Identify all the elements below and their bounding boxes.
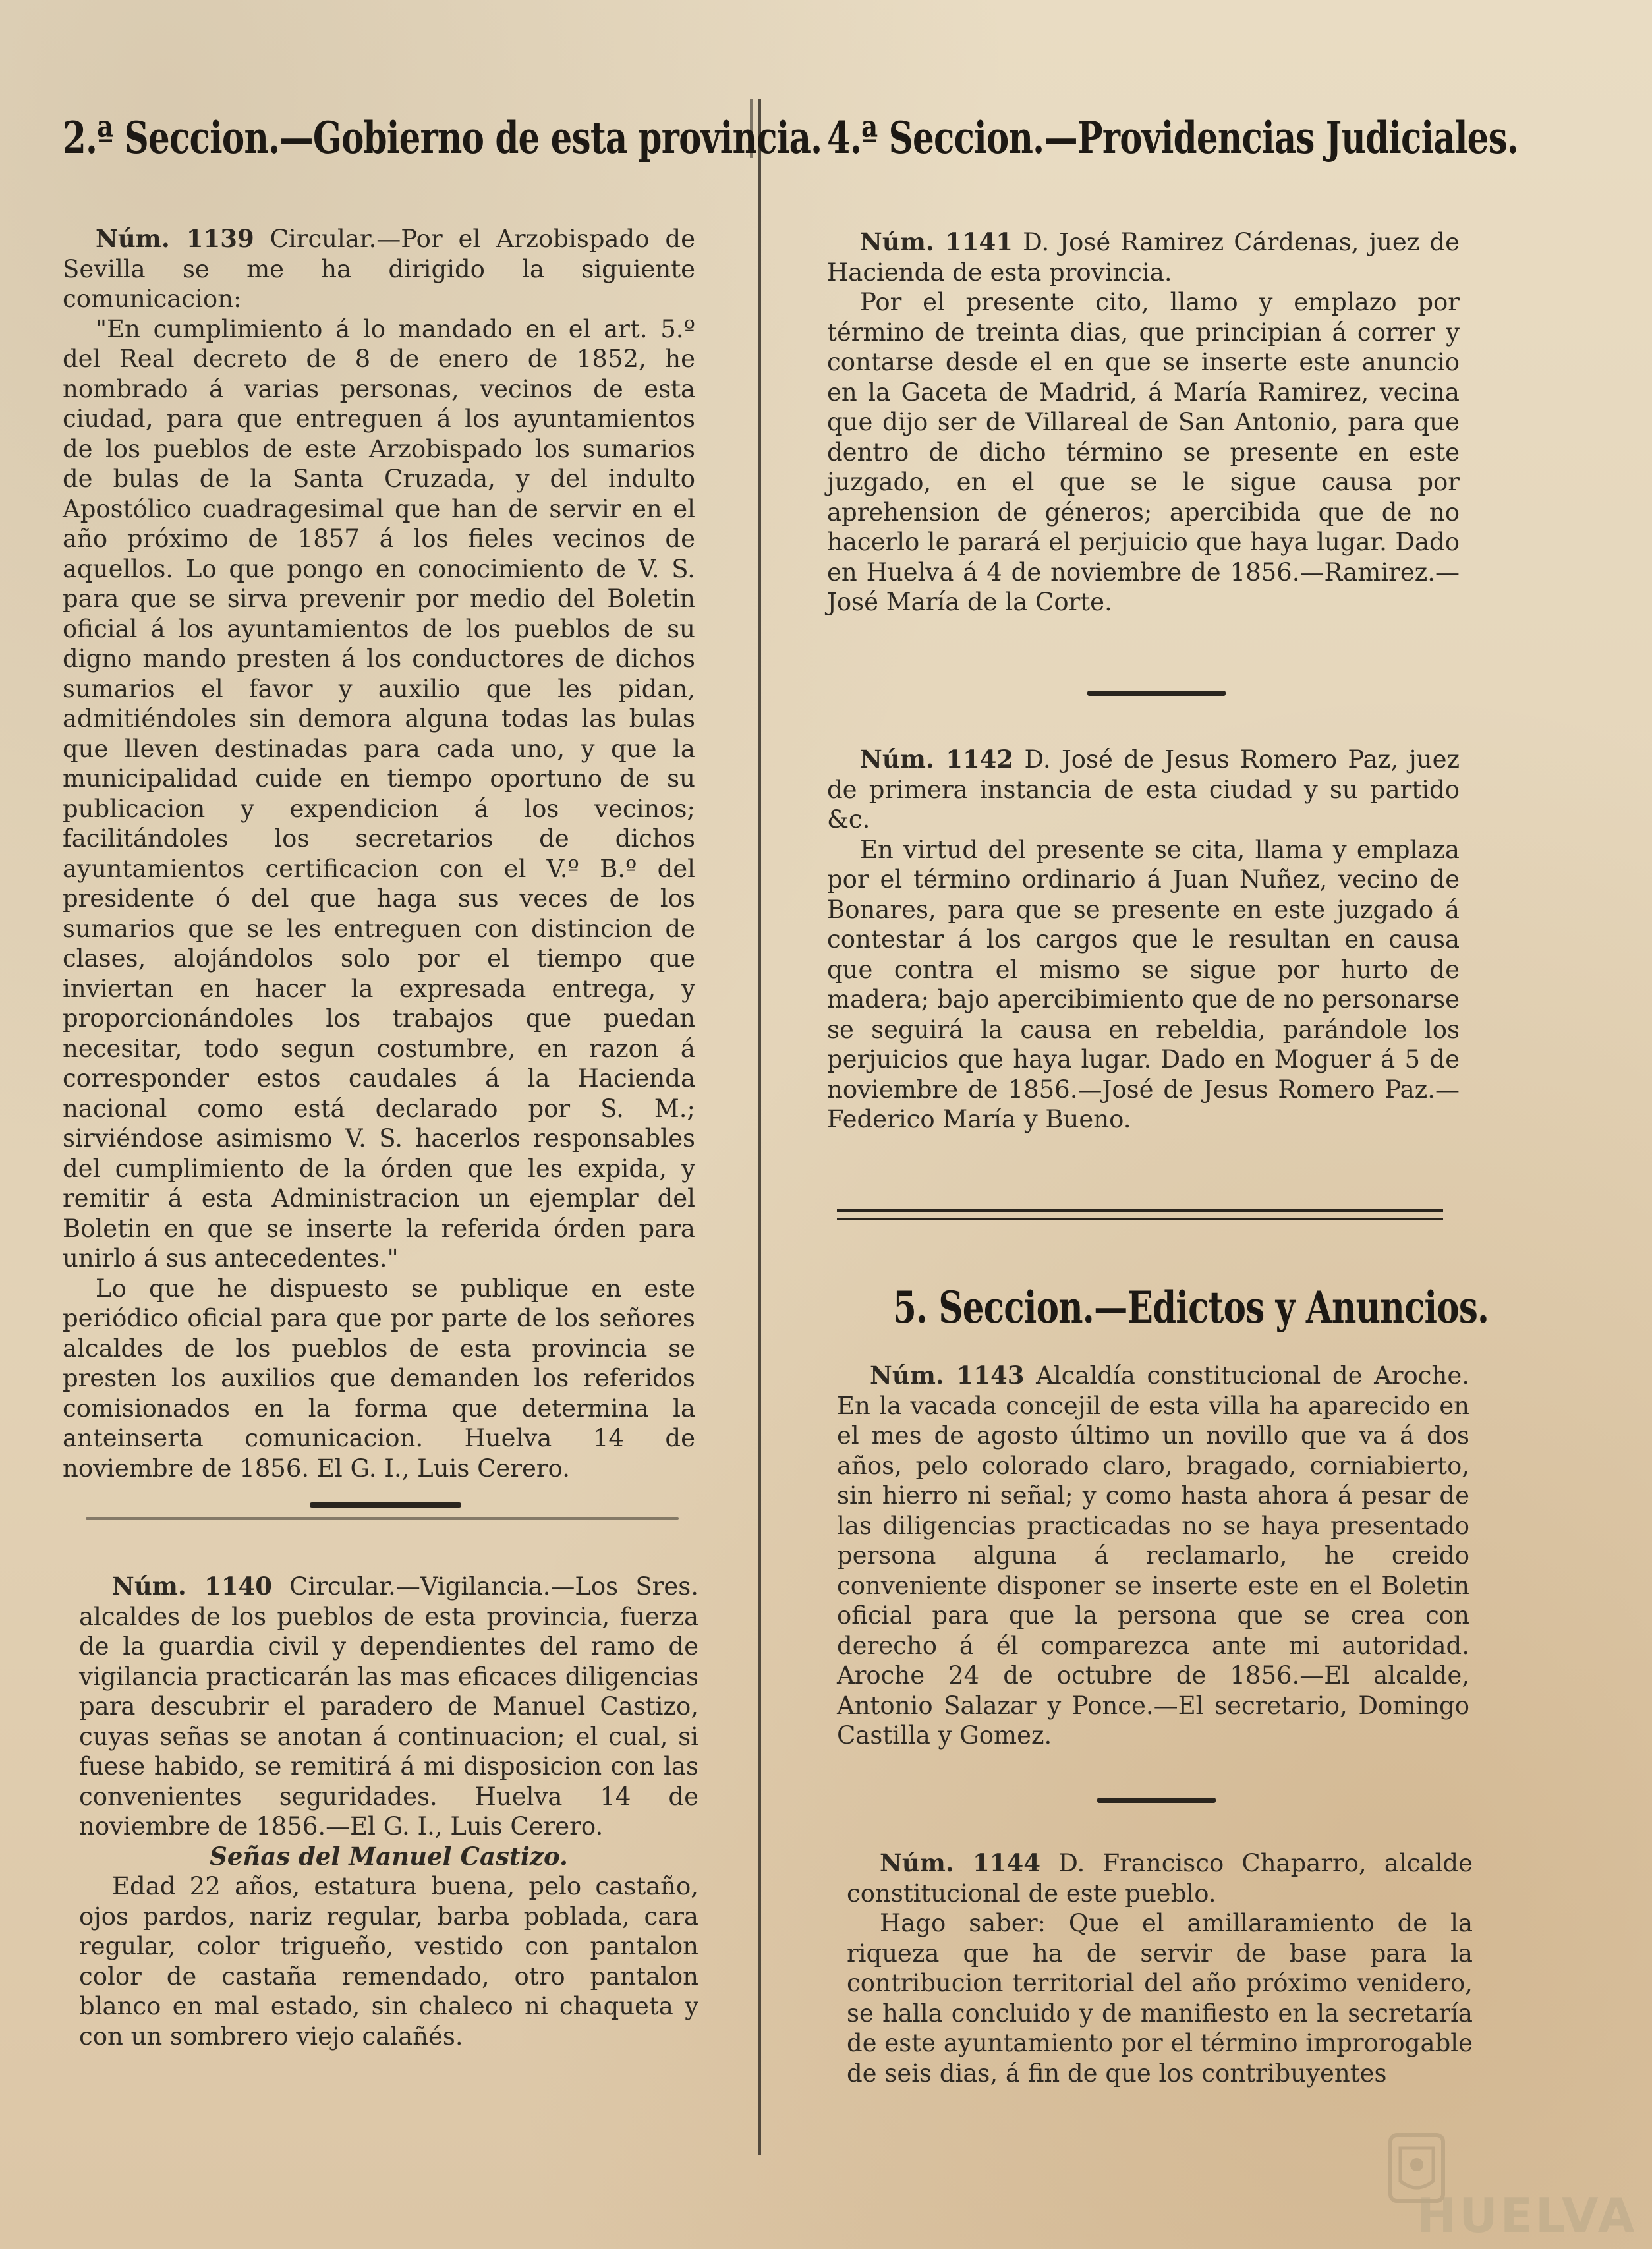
article-paragraph: D. José de Jesus Romero Paz, juez de primera instancia de esta ciudad y su partido &c. xyxy=(827,745,1460,834)
article-number: Núm. 1139 xyxy=(96,224,254,253)
article-paragraph: Edad 22 años, estatura buena, pelo castaño, ojos pardos, nariz regular, barba poblada, cara regular, color trigueño, vestido con pantalon color de castaña remendado, otro pantalon blanco en mal estado, sin chaleco ni chaqueta y con un sombrero viejo calañés. xyxy=(79,1872,698,2051)
article-number: Núm. 1143 xyxy=(870,1361,1025,1390)
separator-short xyxy=(310,1502,461,1508)
article-1141 xyxy=(827,227,1460,617)
article-1143 xyxy=(837,1361,1469,1751)
article-paragraph: D. José Ramirez Cárdenas, juez de Hacienda de esta provincia. xyxy=(827,228,1460,287)
article-number: Núm. 1142 xyxy=(860,745,1014,774)
article-paragraph: D. Francisco Chaparro, alcalde constitucional de este pueblo. xyxy=(847,1849,1473,1908)
article-paragraph: Hago saber: Que el amillaramiento de la riqueza que ha de servir de base para la contribucion territorial del año próximo venidero, se halla concluido y de manifiesto en la secretaría de este ayuntamiento por el término improrogable de seis dias, á fin de que los contribuyentes xyxy=(847,1909,1473,2088)
article-1140 xyxy=(79,1572,698,2051)
article-number: Núm. 1141 xyxy=(860,227,1013,256)
separator-double xyxy=(837,1209,1443,1220)
article-1144 xyxy=(847,1848,1473,2088)
article-1142 xyxy=(827,745,1460,1135)
separator-line xyxy=(86,1517,679,1520)
section-4-title: 4.ª Seccion.—Providencias Judiciales. xyxy=(827,112,1519,163)
article-paragraph: "En cumplimiento á lo mandado en el art. 5.º del Real decreto de 8 de enero de 1852, he nombrado á varias personas, vecinos de esta ciudad, para que entreguen á los ayuntamientos de los pueblos de este Arzobispado los sumarios de bulas de la Santa Cruzada, y del indulto Apostólico cuadragesimal que han de servir en el año próximo de 1857 á los fieles vecinos de aquellos. Lo que pongo en conocimiento de V. S. para que se sirva prevenir por medio del Boletin oficial á los ayuntamientos de los pueblos de su digno mando presten á los conductores de dichos sumarios el favor y auxilio que les pidan, admitiéndoles sin demora alguna todas las bulas que lleven destinadas para cada uno, y que la municipalidad cuide en tiempo oportuno de su publicacion y expendicion á los vecinos; facilitándoles los secretarios de dichos ayuntamientos certificacion con el V.º B.º del presidente ó del que haga sus veces de los sumarios que se les entreguen con distincion de clases, alojándolos solo por el tiempo que inviertan en hacer la expresada entrega, y proporcionándoles los trabajos que puedan necesitar, todo segun costumbre, en razon á corresponder estos caudales á la Hacienda nacional como está declarado por S. M.; sirviéndose asimismo V. S. hacerlos responsables del cumplimiento de la órden que les expida, y remitir á esta Administracion un ejemplar del Boletin en que se inserte la referida órden para unirlo á sus antecedentes." xyxy=(63,314,695,1272)
section-5-title: 5. Seccion.—Edictos y Anuncios. xyxy=(893,1282,1489,1333)
section-2-title: 2.ª Seccion.—Gobierno de esta provincia. xyxy=(63,112,822,163)
article-paragraph: Circular.—Por el Arzobispado de Sevilla se me ha dirigido la siguiente comunicacion: xyxy=(63,225,695,313)
article-paragraph: Lo que he dispuesto se publique en este periódico oficial para que por parte de los señores alcaldes de los pueblos de esta provincia se presten los auxilios que demanden los referidos comisionados en la forma que determina la anteinserta comunicacion. Huelva 14 de noviembre de 1856. El G. I., Luis Cerero. xyxy=(63,1274,695,1483)
article-paragraph: En virtud del presente se cita, llama y emplaza por el término ordinario á Juan Nuñez, vecino de Bonares, para que se presente en este juzgado á contestar á los cargos que le resultan en causa que contra el mismo se sigue por hurto de madera; bajo apercibimiento que de no personarse se seguirá la causa en rebeldia, parándole los perjuicios que haya lugar. Dado en Moguer á 5 de noviembre de 1856.—José de Jesus Romero Paz.—Federico María y Bueno. xyxy=(827,835,1460,1133)
separator-short xyxy=(1087,691,1226,696)
article-1139 xyxy=(63,224,695,1483)
article-paragraph: Por el presente cito, llamo y emplazo por término de treinta dias, que principian á correr y contarse desde el en que se inserte este anuncio en la Gaceta de Madrid, á María Ramirez, vecina que dijo ser de Villareal de San Antonio, para que dentro de dicho término se presente en este juzgado, en el que se le sigue causa por aprehension de géneros; apercibida que de no hacerlo le parará el perjuicio que haya lugar. Dado en Huelva á 4 de noviembre de 1856.—Ramirez.—José María de la Corte. xyxy=(827,288,1460,616)
article-paragraph: Circular.—Vigilancia.—Los Sres. alcaldes de los pueblos de esta provincia, fuerza de la guardia civil y dependientes del ramo de vigilancia practicarán las mas eficaces diligencias para descubrir el paradero de Manuel Castizo, cuyas señas se anotan á continuacion; el cual, si fuese habido, se remitirá á mi disposicion con las convenientes seguridades. Huelva 14 de noviembre de 1856.—El G. I., Luis Cerero. xyxy=(79,1572,698,1840)
article-subheading: Señas del Manuel Castizo. xyxy=(210,1841,568,1871)
article-number: Núm. 1144 xyxy=(880,1848,1041,1877)
article-paragraph: Alcaldía constitucional de Aroche. En la vacada concejil de esta villa ha aparecido en el mes de agosto último un novillo que va á dos años, pelo colorado claro, bragado, corniabierto, sin hierro ni señal; y como hasta ahora á pesar de las diligencias practicadas no se haya presentado persona alguna á reclamarlo, he creido conveniente disponer se inserte este en el Boletin oficial para que la persona que se crea con derecho á él comparezca ante mi autoridad. Aroche 24 de octubre de 1856.—El alcalde, Antonio Salazar y Ponce.—El secretario, Domingo Castilla y Gomez. xyxy=(837,1361,1469,1750)
article-number: Núm. 1140 xyxy=(112,1572,272,1601)
column-divider xyxy=(758,99,761,2155)
separator-short xyxy=(1097,1798,1216,1803)
archive-watermark: HUELVA xyxy=(1417,2188,1638,2243)
